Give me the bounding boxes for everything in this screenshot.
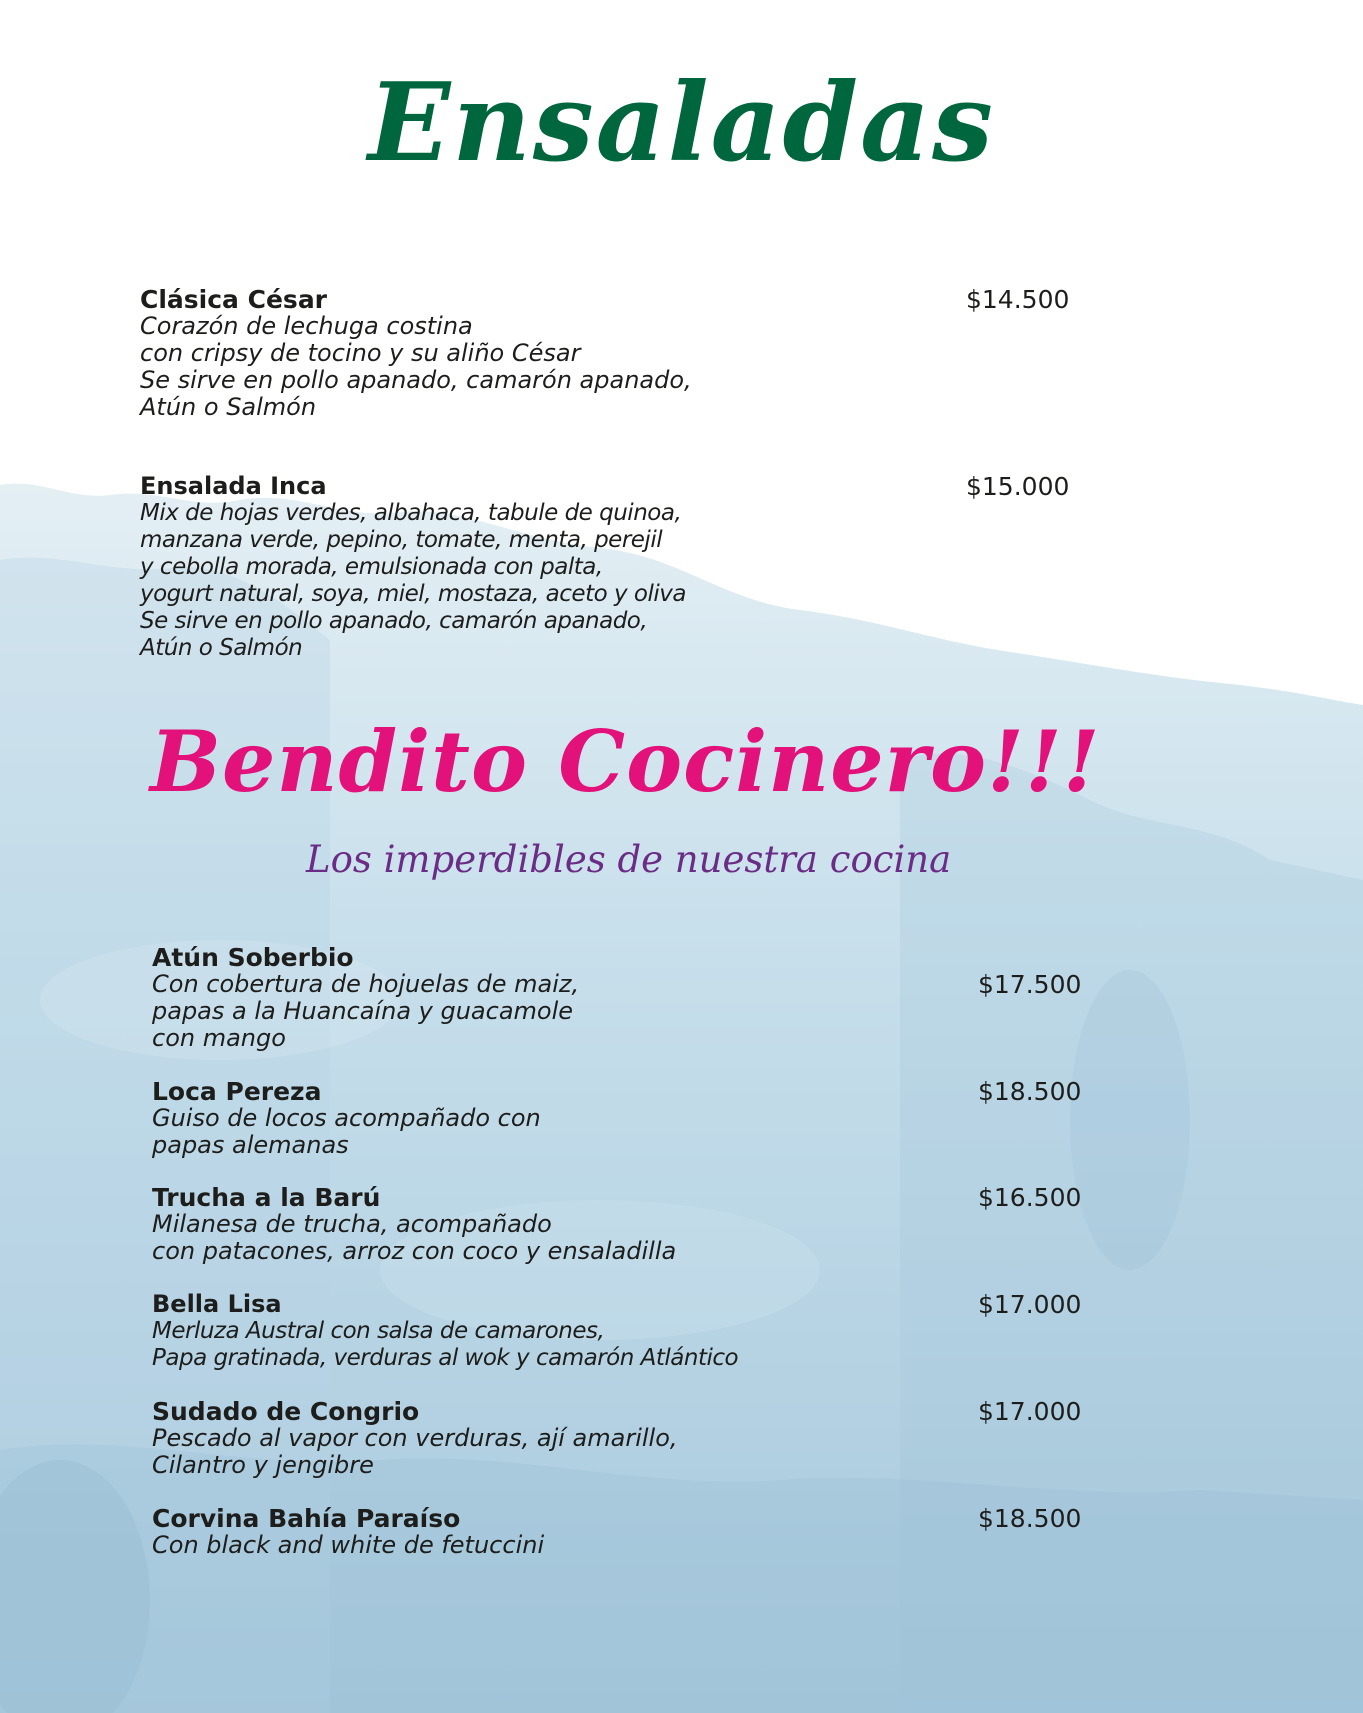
- item-description-line: Guiso de locos acompañado con: [152, 1104, 541, 1132]
- item-description-line: yogurt natural, soya, miel, mostaza, aceto y oliva: [140, 581, 686, 607]
- item-description-line: papas a la Huancaína y guacamole: [152, 997, 574, 1025]
- item-description-line: Milanesa de trucha, acompañado: [152, 1210, 552, 1238]
- item-name: Bella Lisa: [152, 1290, 282, 1318]
- item-name: Sudado de Congrio: [152, 1397, 420, 1426]
- salads-section-title: Ensaladas: [368, 60, 995, 186]
- item-description-line: manzana verde, pepino, tomate, menta, perejil: [140, 527, 663, 553]
- item-name: Loca Pereza: [152, 1077, 322, 1106]
- item-description-line: con patacones, arroz con coco y ensaladilla: [152, 1237, 677, 1265]
- item-description-line: con cripsy de tocino y su aliño César: [140, 339, 581, 367]
- item-description-line: papas alemanas: [152, 1131, 349, 1159]
- menu-item-sudado-de-congrio: [152, 1398, 678, 1479]
- menu-item-bella-lisa: [152, 1291, 738, 1372]
- item-description-line: y cebolla morada, emulsionada con palta,: [140, 554, 603, 580]
- item-description-line: Cilantro y jengibre: [152, 1451, 374, 1479]
- item-price: $17.000: [978, 1397, 1082, 1426]
- item-description-line: Papa gratinada, verduras al wok y camarón Atlántico: [152, 1345, 739, 1371]
- menu-item-trucha-a-la-baru: [152, 1184, 676, 1265]
- item-description-line: Atún o Salmón: [140, 393, 317, 421]
- item-description-line: Con black and white de fetuccini: [152, 1531, 545, 1559]
- item-price: $18.500: [978, 1504, 1082, 1533]
- menu-item-atun-soberbio: [152, 944, 579, 1052]
- item-price: $17.500: [978, 970, 1082, 999]
- item-price: $14.500: [966, 285, 1070, 314]
- item-description-line: Merluza Austral con salsa de camarones,: [152, 1318, 605, 1344]
- specials-section-subtitle: Los imperdibles de nuestra cocina: [306, 838, 952, 881]
- item-description-line: Pescado al vapor con verduras, ají amarillo,: [152, 1424, 678, 1452]
- menu-item-loca-pereza: [152, 1078, 541, 1159]
- item-description-line: Corazón de lechuga costina: [140, 312, 473, 340]
- item-description-line: con mango: [152, 1024, 286, 1052]
- item-description-line: Mix de hojas verdes, albahaca, tabule de quinoa,: [140, 500, 682, 526]
- item-description-line: Atún o Salmón: [140, 635, 303, 661]
- item-description-line: Con cobertura de hojuelas de maiz,: [152, 970, 580, 998]
- menu-item-ensalada-inca: [140, 473, 686, 662]
- item-name: Corvina Bahía Paraíso: [152, 1504, 461, 1533]
- item-price: $16.500: [978, 1183, 1082, 1212]
- item-price: $15.000: [966, 472, 1070, 501]
- item-description-line: Se sirve en pollo apanado, camarón apanado,: [140, 608, 648, 634]
- item-price: $18.500: [978, 1077, 1082, 1106]
- item-name: Trucha a la Barú: [152, 1183, 381, 1212]
- specials-section-title: Bendito Cocinero!!!: [150, 712, 1101, 811]
- menu-item-clasica-cesar: [140, 286, 692, 421]
- item-name: Clásica César: [140, 285, 328, 314]
- item-description-line: Se sirve en pollo apanado, camarón apanado,: [140, 366, 692, 394]
- item-name: Atún Soberbio: [152, 943, 354, 972]
- item-price: $17.000: [978, 1290, 1082, 1319]
- item-name: Ensalada Inca: [140, 472, 327, 500]
- menu-item-corvina-bahia-paraiso: [152, 1505, 544, 1559]
